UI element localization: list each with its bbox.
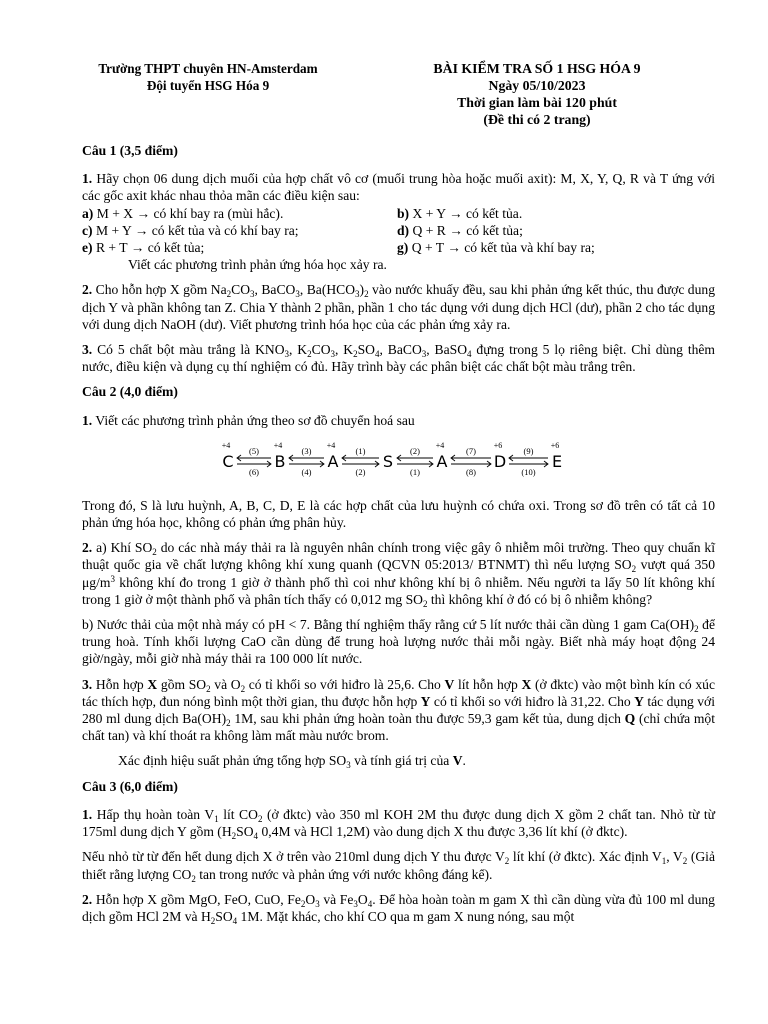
cond-d: Q + R → có kết tủa; xyxy=(412,222,523,238)
c1-q2-number: 2. xyxy=(82,282,93,298)
scheme-charge-5: +4 xyxy=(435,440,445,450)
section-title-3: Câu 3 (6,0 điểm) xyxy=(82,778,178,794)
c3-q1-number: 1. xyxy=(82,806,93,822)
scheme-node-1: C xyxy=(222,451,234,471)
c3-q2: 2. Hỗn hợp X gồm MgO, FeO, CuO, $Fe_2O_3$ và $Fe_3O_4$. Để hòa hoàn toàn m gam X thì cần dùng vừa đủ 100 ml dung dịch gồm HCl 2M và $H_2SO_4$ 1M. Mặt khác, cho khí CO qua m gam X nung nóng, sau một xyxy=(82,891,715,926)
exam-duration: Thời gian làm bài 120 phút xyxy=(457,95,617,110)
scheme-charge-6: +6 xyxy=(493,440,503,450)
c3-q1b: Nếu nhỏ từ từ đến hết dung dịch X ở trên vào 210ml dung dịch Y thu được $V_2$ lít khí (ở đktc). Xác định $V_1$, $V_2$ (Giả thiết rằng lượng $CO_2$ tan trong nước và phản ứng với nước không đáng kể). xyxy=(82,849,715,884)
cond-c: M + Y → có kết tủa và có khí bay ra; xyxy=(95,222,299,238)
scheme-charge-1: +4 xyxy=(221,440,231,450)
scheme-label-bottom-3: (2) xyxy=(355,466,366,477)
exam-date: Ngày 05/10/2023 xyxy=(488,78,586,93)
c2-q2a: 2. a) Khí $SO_2$ do các nhà máy thải ra là nguyên nhân chính trong việc gây ô nhiễm môi trường. Theo quy chuẩn kĩ thuật quốc gia về chất lượng không khí xung quanh (QCVN 05:2013/ BTNMT) thì nếu lượng $SO_2$ vượt quá 350 $\mu g/m^3$ không khí đo trong 1 giờ ở thành phố thì coi như không khí bị ô nhiễm. Nếu người ta lấy 50 lít không khí trong 1 giờ ở một thành phố và phân tích thấy có 0,012 mg $SO_2$ thì không khí ở đó có bị ô nhiễm không? xyxy=(82,540,716,609)
scheme-charge-7: +6 xyxy=(550,440,560,450)
exam-header xyxy=(392,60,682,128)
scheme-node-4: S xyxy=(382,451,394,471)
scheme-label-top-3: (1) xyxy=(355,445,366,456)
scheme-label-top-1: (5) xyxy=(249,445,259,456)
scheme-label-top-2: (3) xyxy=(301,445,312,456)
scheme-label-top-4: (2) xyxy=(410,445,420,456)
c1-q2: 2. Cho hỗn hợp X gồm $Na_2CO_3$, BaCO$_3$, $Ba(HCO_3)_2$ vào nước khuấy đều, sau khi phản ứng kết thúc, thu được dung dịch Y và phần không tan Z. Chia Y thành 2 phần, phần 1 cho tác dụng với dung dịch HCl (dư), phần 2 cho tác dụng với dung dịch NaOH (dư). Viết phương trình hóa học của các phản ứng xảy ra. xyxy=(82,282,715,332)
conversion-scheme xyxy=(82,435,715,489)
section-title-1: Câu 1 (3,5 điểm) xyxy=(82,143,178,158)
c2-q2b: b) Nước thải của một nhà máy có pH < 7. Bằng thí nghiệm thấy rằng cứ 5 lít nước thải cần dùng 1 gam $Ca(OH)_2$ để trung hoà. Tính khối lượng CaO cần dùng để trung hoà lượng nước thải mỗi ngày. Biết nhà máy hoạt động 24 giờ/ngày, mỗi giờ nhà máy thải ra 100 000 lít nước. xyxy=(82,617,715,667)
scheme-charge-3: +4 xyxy=(326,440,336,450)
conversion-scheme-diagram xyxy=(220,435,580,489)
c2-q2-number: 2. xyxy=(82,540,93,556)
scheme-label-bottom-5: (8) xyxy=(466,466,476,477)
conditions-row-2 xyxy=(82,222,715,239)
c1-q3-number: 3. xyxy=(82,342,93,358)
cond-a: M + X → có khí bay ra (mùi hắc). xyxy=(96,205,284,221)
c2-q1 xyxy=(82,412,715,429)
exam-title: BÀI KIỂM TRA SỐ 1 HSG HÓA 9 xyxy=(433,61,641,76)
scheme-charge-2: +4 xyxy=(273,440,283,450)
cond-e-label: e) xyxy=(82,240,93,256)
cond-b-label: b) xyxy=(397,205,410,221)
scheme-node-2: B xyxy=(274,451,286,471)
conditions-row-3 xyxy=(82,239,715,256)
c1-q1-number: 1. xyxy=(82,171,93,187)
c1-q3: 3. Có 5 chất bột màu trắng là $KNO_3$, $K_2CO_3$, $K_2SO_4$, BaCO$_3$, BaSO$_4$ đựng trong 5 lọ riêng biệt. Chỉ dùng thêm nước, điều kiện và dụng cụ thí nghiệm có đủ. Hãy trình bày các phân biệt các chất bột màu trắng trên. xyxy=(82,342,716,375)
c1-q1-tail: Viết các phương trình phản ứng hóa học xảy ra. xyxy=(128,257,387,273)
cond-a-label: a) xyxy=(82,205,94,221)
c3-q1: 1. Hấp thụ hoàn toàn $V_1$ lít $CO_2$ (ở đktc) vào 350 ml KOH 2M thu được dung dịch X gồm 2 chất tan. Nhỏ từ từ 175ml dung dịch Y gồm ($H_2SO_4$ 0,4M và HCl 1,2M) vào dung dịch X thu được 3,36 lít khí (ở đktc). xyxy=(82,806,715,842)
cond-g: Q + T → có kết tủa và khí bay ra; xyxy=(411,240,595,256)
cond-g-label: g) xyxy=(397,240,409,256)
team-name: Đội tuyển HSG Hóa 9 xyxy=(146,78,270,93)
c2-q1-note: Trong đó, S là lưu huỳnh, A, B, C, D, E là các hợp chất của lưu huỳnh có chứa oxi. Trong sơ đồ trên có tất cả 10 phản ứng hóa học, không có phản ứng phân hủy. xyxy=(82,497,715,531)
school-header xyxy=(78,60,338,94)
c2-q1-number: 1. xyxy=(82,412,93,428)
scheme-label-bottom-4: (1) xyxy=(410,466,420,477)
c1-q1-text: Hãy chọn 06 dung dịch muối của hợp chất vô cơ (muối trung hòa hoặc muối axit): M, X, Y, Q, R và T ứng với các gốc axit khác nhau thỏa mãn các điều kiện sau: xyxy=(82,171,715,204)
school-name: Trường THPT chuyên HN-Amsterdam xyxy=(98,61,318,76)
pages-note: (Đề thi có 2 trang) xyxy=(483,112,591,127)
scheme-label-top-6: (9) xyxy=(523,445,534,456)
scheme-label-bottom-6: (10) xyxy=(521,466,536,477)
exam-content xyxy=(82,142,715,925)
cond-b: X + Y → có kết tủa. xyxy=(412,205,523,221)
cond-e: R + T → có kết tủa; xyxy=(95,240,205,256)
scheme-node-5: A xyxy=(436,451,448,471)
conditions-row-1 xyxy=(82,205,715,222)
scheme-label-bottom-1: (6) xyxy=(249,466,259,477)
cond-c-label: c) xyxy=(82,222,93,238)
scheme-node-7: E xyxy=(551,451,563,471)
scheme-label-bottom-2: (4) xyxy=(301,466,312,477)
scheme-label-top-5: (7) xyxy=(466,445,476,456)
scheme-node-6: D xyxy=(493,451,507,471)
cond-d-label: d) xyxy=(397,222,410,238)
section-title-2: Câu 2 (4,0 điểm) xyxy=(82,384,178,400)
c2-q1-text: Viết các phương trình phản ứng theo sơ đồ chuyển hoá sau xyxy=(95,412,415,428)
c3-q2-number: 2. xyxy=(82,891,93,907)
c1-q1 xyxy=(82,170,715,204)
c2-q3-number: 3. xyxy=(82,676,93,692)
scheme-node-3: A xyxy=(327,451,339,471)
c2-q3: 3. Hỗn hợp X gồm $SO_2$ và $O_2$ có tỉ khối so với hiđro là 25,6. Cho V lít hỗn hợp X (ở đktc) vào một bình kín có xúc tác thích hợp, đun nóng bình một thời gian, thu được hỗn hợp Y có tỉ khối so với hiđro là 31,22. Cho Y tác dụng với 280 ml dung dịch $Ba(OH)_2$ 1M, sau khi phản ứng hoàn toàn thu được 59,3 gam kết tủa, dung dịch Q (chỉ chứa một chất tan) và khí thoát ra không làm mất màu nước brom. xyxy=(82,676,715,744)
c2-q3-task: Xác định hiệu suất phản ứng tổng hợp $SO_3$ và tính giá trị của V. xyxy=(118,753,466,771)
